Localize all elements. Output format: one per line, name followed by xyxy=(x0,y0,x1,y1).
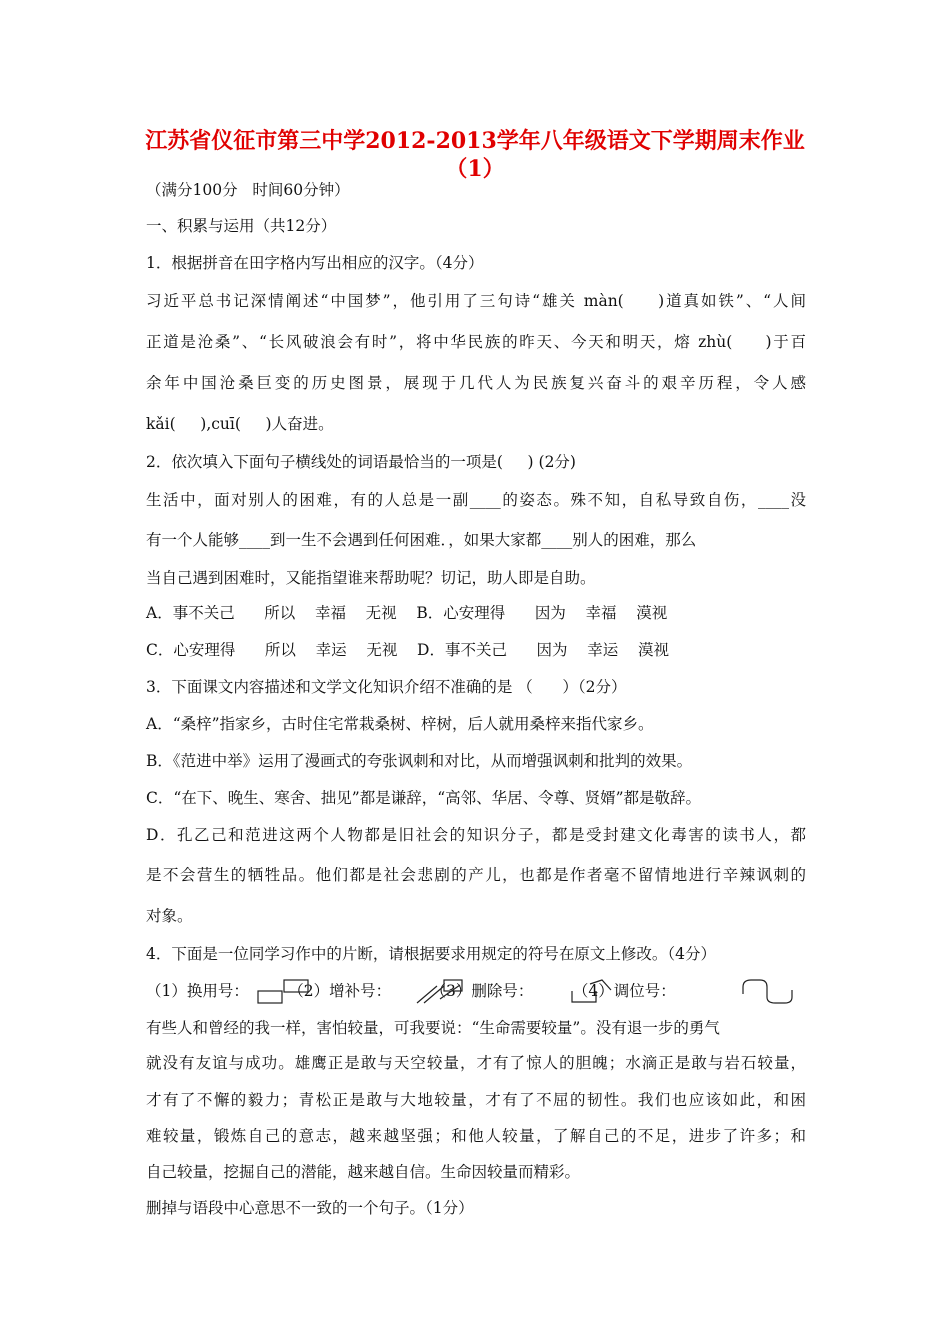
question-3-option-b: B．《范进中举》运用了漫画式的夸张讽刺和对比，从而增强讽刺和批判的效果。 xyxy=(146,752,693,770)
question-1-stem: 1．根据拼音在田字格内写出相应的汉字。（4分） xyxy=(146,254,484,272)
question-4-symbols: （1）换用号： （2）增补号： （3）删除号： （4）调位号： xyxy=(146,982,676,1000)
question-3-option-d-cont: 是不会营生的牺牲品。他们都是社会悲剧的产儿，也都是作者毫不留情地进行辛辣讽刺的 xyxy=(146,866,806,884)
section-heading: 一、积累与运用（共12分） xyxy=(146,217,337,235)
document-title: 江苏省仪征市第三中学2012-2013学年八年级语文下学期周末作业 xyxy=(145,128,805,154)
question-4-stem: 4．下面是一位同学习作中的片断，请根据要求用规定的符号在原文上修改。（4分） xyxy=(146,945,716,963)
question-2-text-line: 生活中，面对别人的困难，有的人总是一副____的姿态。殊不知，自私导致自伤，____没 xyxy=(146,491,806,509)
question-2-options-ab: A．事不关己 所以 幸福 无视 B．心安理得 因为 幸福 漠视 xyxy=(146,604,668,622)
question-3-option-a: A．“桑梓”指家乡，古时住宅常栽桑树、梓树，后人就用桑梓来指代家乡。 xyxy=(146,715,654,733)
question-2-options-cd: C．心安理得 所以 幸运 无视 D．事不关己 因为 幸运 漠视 xyxy=(146,641,669,659)
question-2-stem: 2．依次填入下面句子横线处的词语最恰当的一项是( ) (2分) xyxy=(146,453,576,471)
question-3-option-d: D．孔乙己和范进这两个人物都是旧社会的知识分子，都是受封建文化毒害的读书人，都 xyxy=(146,826,806,844)
score-time-note: （满分100分 时间60分钟） xyxy=(146,181,350,199)
question-4-passage-line: 才有了不懈的毅力；青松正是敢与大地较量，才有了不屈的韧性。我们也应该如此，和困 xyxy=(146,1091,806,1109)
question-3-option-c: C．“在下、晚生、寒舍、拙见”都是谦辞，“高邻、华居、令尊、贤婿”都是敬辞。 xyxy=(146,789,702,807)
question-1-text-line: 余年中国沧桑巨变的历史图景，展现于几代人为民族复兴奋斗的艰辛历程，令人感 xyxy=(146,374,806,392)
question-2-text-line: 当自己遇到困难时，又能指望谁来帮助呢？切记，助人即是自助。 xyxy=(146,569,596,587)
question-1-text-line: 正道是沧桑”、“长风破浪会有时”，将中华民族的昨天、今天和明天，熔 zhù( )于百 xyxy=(146,333,806,351)
question-3-option-d-cont: 对象。 xyxy=(146,907,193,925)
question-1-text-line: kǎi( ),cuī( )人奋进。 xyxy=(146,415,334,433)
question-4-subquestion: 删掉与语段中心意思不一致的一个句子。（1分） xyxy=(146,1199,474,1217)
question-3-stem: 3．下面课文内容描述和文学文化知识介绍不准确的是 （ ）（2分） xyxy=(146,678,627,696)
document-title-number: （1） xyxy=(445,156,505,182)
question-4-passage-line: 难较量，锻炼自己的意志，越来越坚强；和他人较量，了解自己的不足，进步了许多；和 xyxy=(146,1127,806,1145)
question-4-passage-line: 就没有友谊与成功。雄鹰正是敢与天空较量，才有了惊人的胆魄；水滴正是敢与岩石较量， xyxy=(146,1054,806,1072)
question-4-passage-line: 自己较量，挖掘自己的潜能，越来越自信。生命因较量而精彩。 xyxy=(146,1163,581,1181)
question-2-text-line: 有一个人能够____到一生不会遇到任何困难．，如果大家都____别人的困难，那么 xyxy=(146,531,697,549)
swap-mark-icon xyxy=(743,980,792,1003)
question-4-passage-line: 有些人和曾经的我一样，害怕较量，可我要说：“生命需要较量”。没有退一步的勇气 xyxy=(146,1019,720,1037)
question-1-text-line: 习近平总书记深情阐述“中国梦”，他引用了三句诗“雄关 màn( )道真如铁”、“人间 xyxy=(146,292,806,310)
